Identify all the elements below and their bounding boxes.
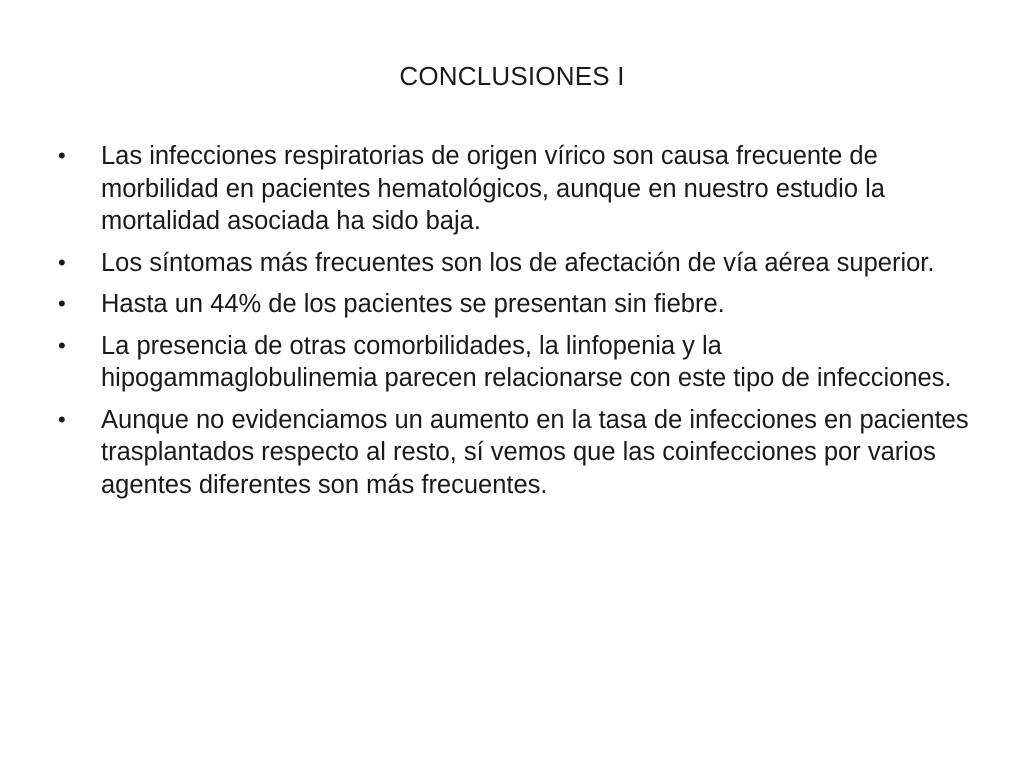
bullet-icon: • bbox=[58, 291, 66, 316]
bullet-text: Aunque no evidenciamos un aumento en la tasa de infecciones en pacientes trasplantados respecto al resto, sí vemos que las coinfecciones por varios agentes diferentes son más frecuentes. bbox=[101, 405, 969, 499]
bullet-item-infections bbox=[58, 140, 978, 238]
bullet-list bbox=[58, 140, 978, 510]
bullet-icon: • bbox=[58, 143, 66, 168]
bullet-item-coinfections bbox=[58, 404, 978, 502]
bullet-text: La presencia de otras comorbilidades, la linfopenia y la hipogammaglobulinemia parecen relacionarse con este tipo de infecciones. bbox=[101, 331, 952, 392]
bullet-item-comorbidities bbox=[58, 330, 978, 395]
bullet-icon: • bbox=[58, 249, 66, 275]
bullet-item-fever bbox=[58, 288, 978, 321]
bullet-text: Las infecciones respiratorias de origen vírico son causa frecuente de morbilidad en pacientes hematológicos, aunque en nuestro estudio la mortalidad asociada ha sido baja. bbox=[101, 142, 885, 235]
bullet-icon: • bbox=[58, 332, 66, 358]
bullet-icon: • bbox=[58, 406, 66, 432]
slide-title: CONCLUSIONES I bbox=[399, 61, 625, 91]
bullet-item-symptoms bbox=[58, 247, 978, 280]
bullet-text: Los síntomas más frecuentes son los de afectación de vía aérea superior. bbox=[101, 248, 935, 277]
bullet-text: Hasta un 44% de los pacientes se presentan sin fiebre. bbox=[101, 290, 725, 318]
